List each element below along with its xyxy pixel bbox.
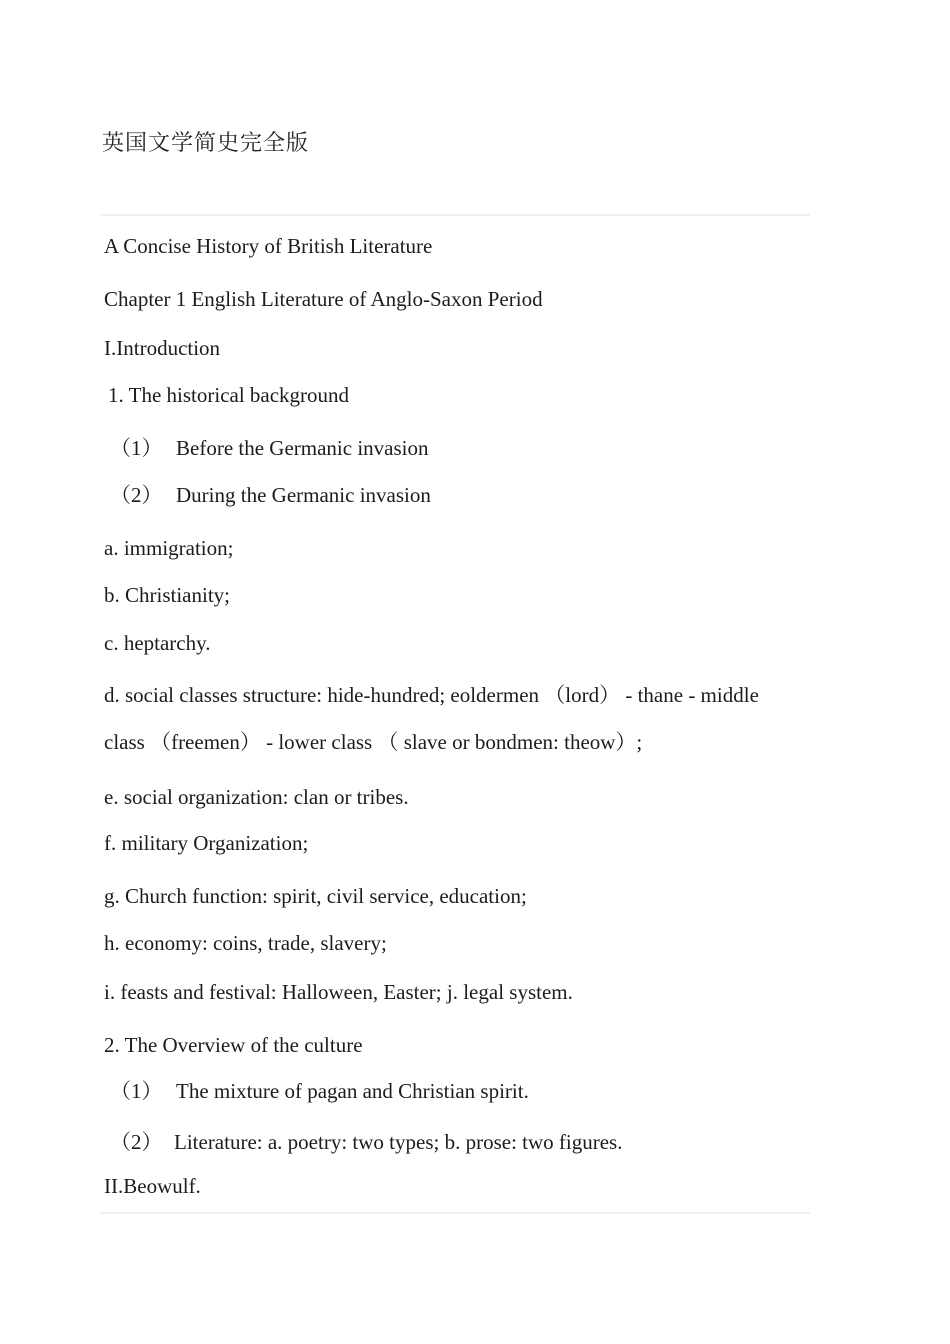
list-item <box>110 482 431 508</box>
section-heading: I.Introduction <box>104 336 221 360</box>
list-item-number: （1） <box>110 436 163 460</box>
list-item <box>110 1078 529 1104</box>
list-item: h. economy: coins, trade, slavery; <box>104 931 387 955</box>
subsection-heading: 2. The Overview of the culture <box>104 1033 363 1057</box>
list-item: e. social organization: clan or tribes. <box>104 785 409 809</box>
list-item-text: During the Germanic invasion <box>176 483 431 507</box>
list-item: a. immigration; <box>104 536 234 560</box>
list-item: f. military Organization; <box>104 831 309 855</box>
list-item-number: （1） <box>110 1079 163 1103</box>
list-item-number: （2） <box>110 483 163 507</box>
list-item-text: The mixture of pagan and Christian spirit. <box>176 1079 529 1103</box>
footer-divider <box>100 1212 810 1214</box>
list-item: d. social classes structure: hide-hundred; eoldermen （lord） - thane - middle <box>104 683 759 707</box>
list-item: i. feasts and festival: Halloween, Easter; j. legal system. <box>104 980 573 1004</box>
list-item-continuation: class （freemen） - lower class （ slave or bondmen: theow）; <box>104 730 643 754</box>
book-title: A Concise History of British Literature <box>104 234 433 258</box>
page-title: 英国文学简史完全版 <box>102 131 310 156</box>
section-heading: II.Beowulf. <box>104 1174 201 1198</box>
list-item: c. heptarchy. <box>104 631 211 655</box>
list-item-number: （2） <box>110 1130 163 1154</box>
list-item <box>110 1129 622 1155</box>
list-item: b. Christianity; <box>104 583 230 607</box>
list-item: g. Church function: spirit, civil service, education; <box>104 884 527 908</box>
header-divider <box>100 214 810 216</box>
subsection-heading: 1. The historical background <box>108 383 350 407</box>
chapter-heading: Chapter 1 English Literature of Anglo-Saxon Period <box>104 287 543 311</box>
list-item <box>110 435 429 461</box>
list-item-text: Literature: a. poetry: two types; b. prose: two figures. <box>174 1130 623 1154</box>
list-item-text: Before the Germanic invasion <box>176 436 429 460</box>
